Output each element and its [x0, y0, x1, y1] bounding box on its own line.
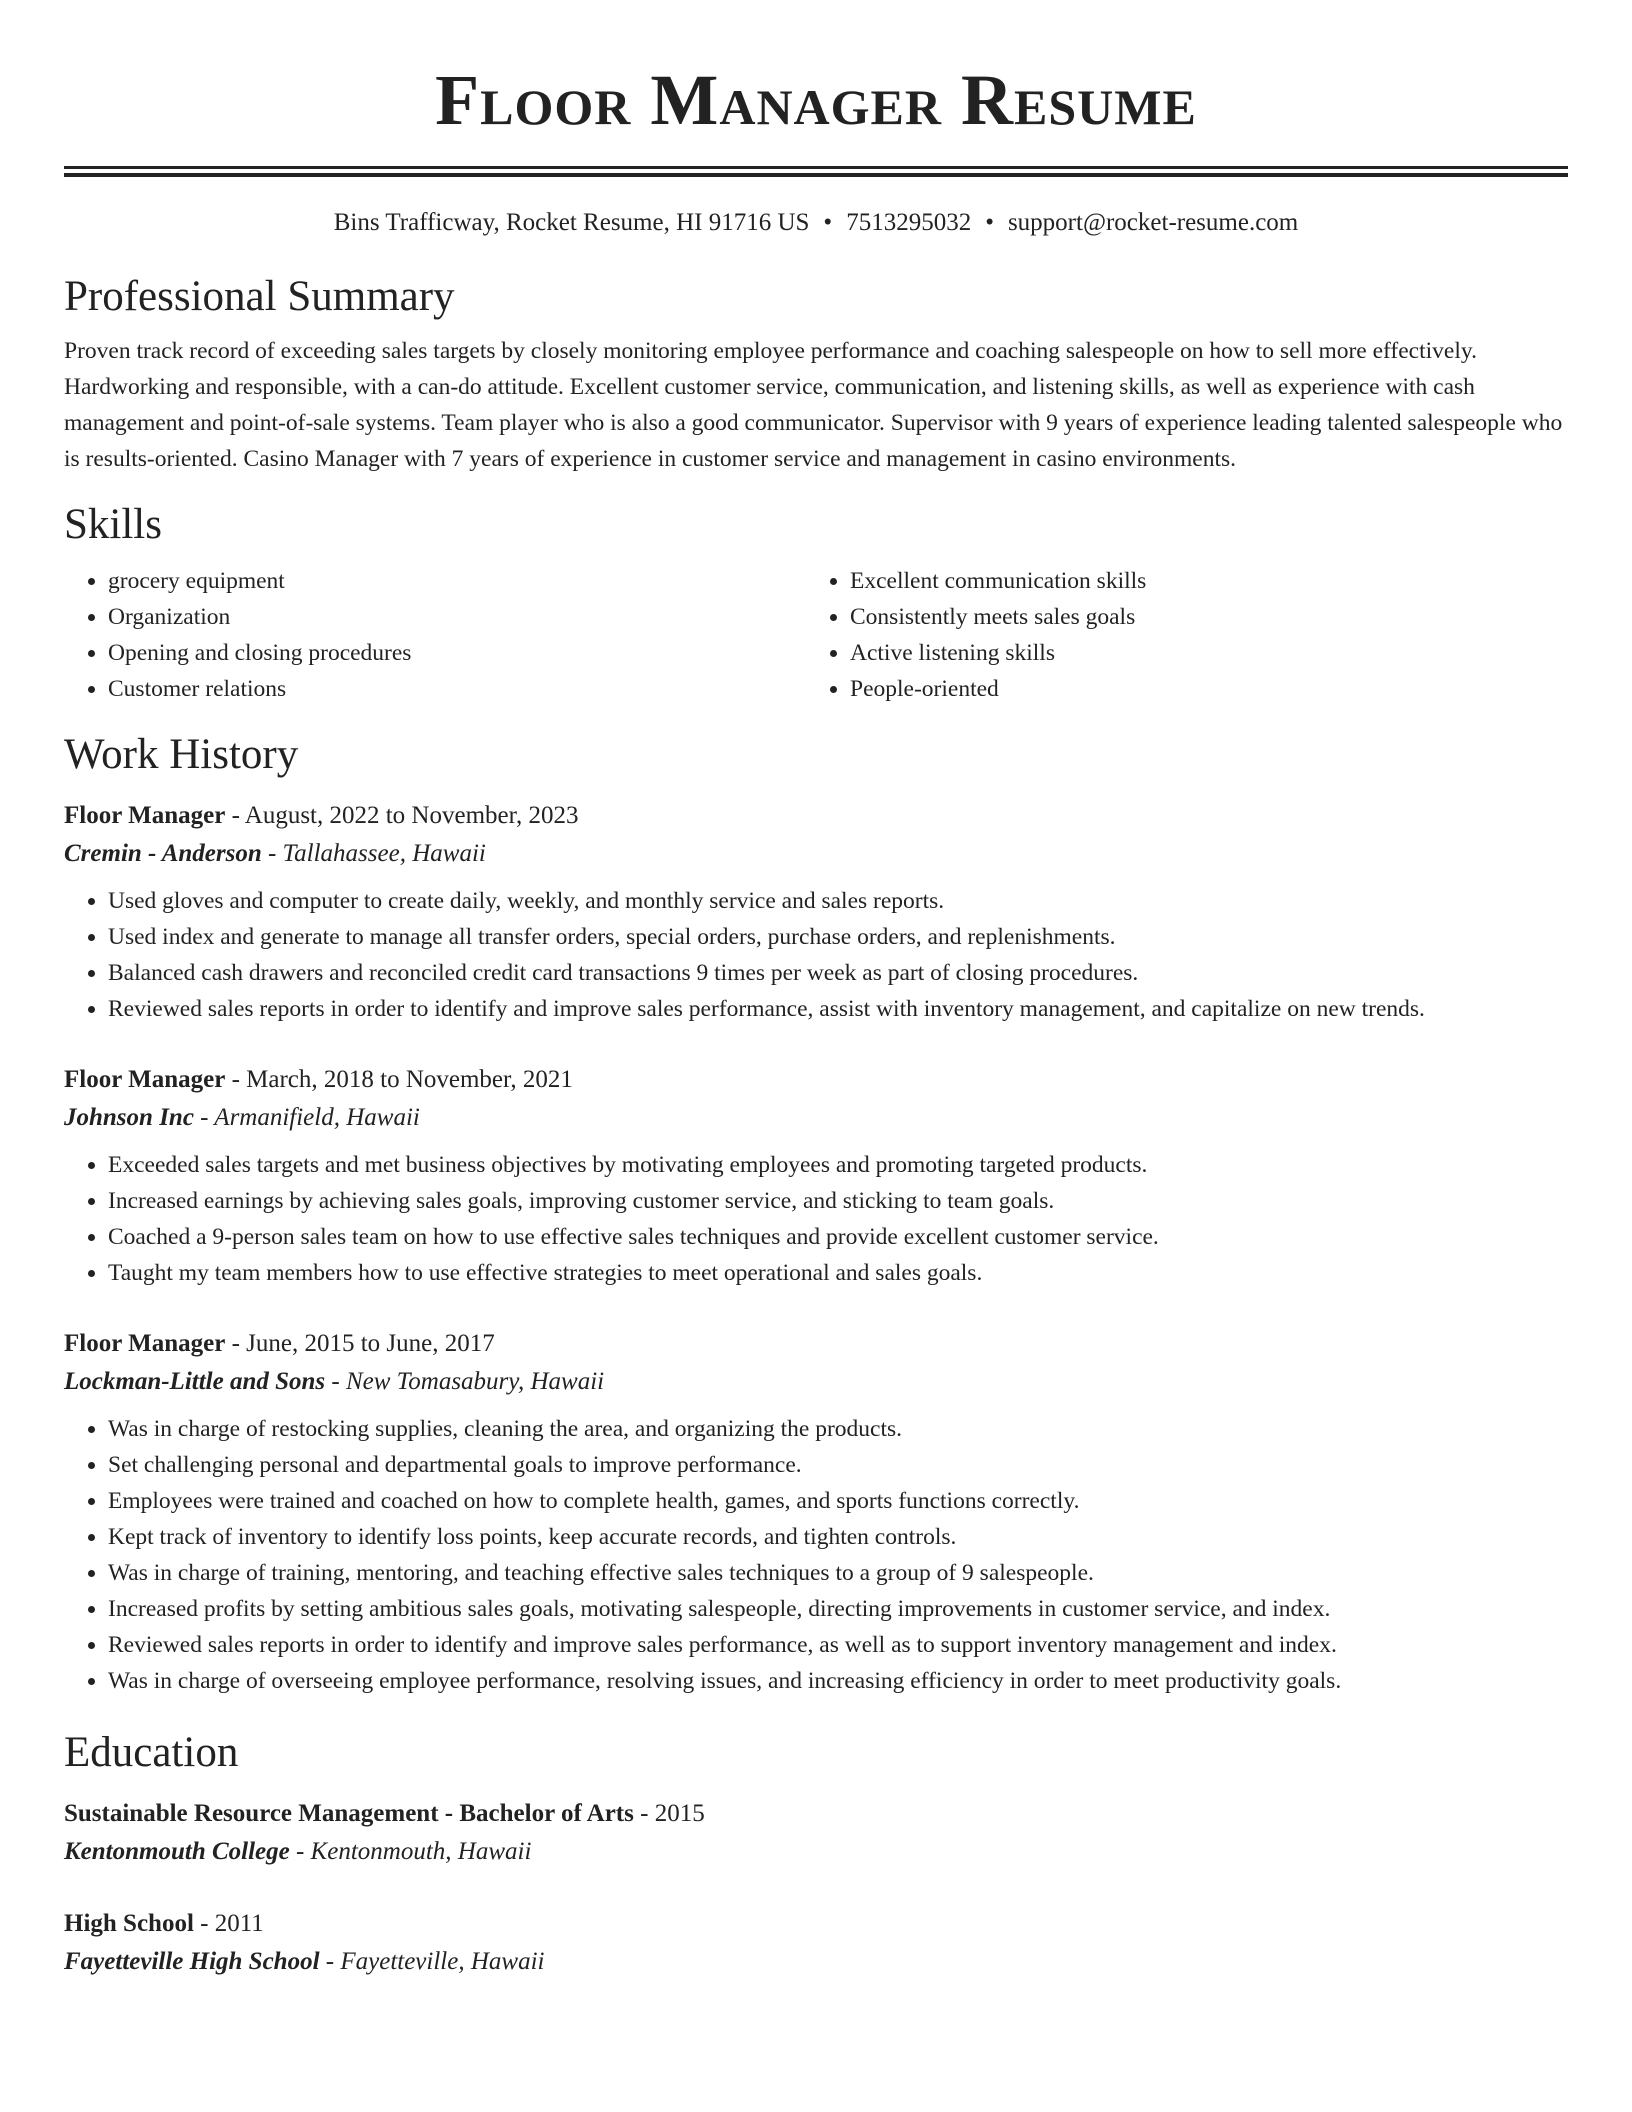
job-title-line: [64, 1325, 1568, 1363]
job-company: Lockman-Little and Sons: [64, 1368, 326, 1395]
skill-item: • Customer relations: [108, 671, 806, 707]
job-title: Floor Manager: [64, 802, 226, 829]
job-duty: • Set challenging personal and departmental goals to improve performance.: [108, 1447, 1568, 1483]
skill-item: • Active listening skills: [850, 635, 1568, 671]
resume-title: Floor Manager Resume: [435, 60, 1197, 140]
job-duty: • Was in charge of training, mentoring, and teaching effective sales techniques to a group of 9 salespeople.: [108, 1555, 1568, 1591]
job-duty: • Increased profits by setting ambitious sales goals, motivating salespeople, directing improvements in customer service, and index.: [108, 1591, 1568, 1627]
job-duty: • Employees were trained and coached on how to complete health, games, and sports functions correctly.: [108, 1483, 1568, 1519]
title-divider: [64, 166, 1568, 177]
job-duty: • Exceeded sales targets and met business objectives by motivating employees and promoting targeted products.: [108, 1147, 1568, 1183]
job-duties: [64, 1147, 1568, 1291]
job-duty: • Reviewed sales reports in order to identify and improve sales performance, assist with inventory management, and capitalize on new trends.: [108, 991, 1568, 1027]
skill-item: • Opening and closing procedures: [108, 635, 806, 671]
job-entry: [64, 1325, 1568, 1699]
section-title-education: Education: [64, 1729, 239, 1776]
skill-item: • Excellent communication skills: [850, 563, 1568, 599]
job-duty: • Used gloves and computer to create daily, weekly, and monthly service and sales reports.: [108, 883, 1568, 919]
job-company-line: [64, 1099, 1568, 1137]
skill-item: • Organization: [108, 599, 806, 635]
job-title: Floor Manager: [64, 1066, 226, 1093]
education-school: Kentonmouth College: [64, 1838, 290, 1865]
education-entry: [64, 1905, 1568, 1981]
job-duty: • Was in charge of restocking supplies, cleaning the area, and organizing the products.: [108, 1411, 1568, 1447]
job-company: Johnson Inc: [64, 1104, 194, 1131]
education-location: - Kentonmouth, Hawaii: [289, 1838, 532, 1865]
job-duty: • Increased earnings by achieving sales goals, improving customer service, and sticking to team goals.: [108, 1183, 1568, 1219]
education-school-line: [64, 1833, 1568, 1871]
skills-list: [64, 563, 1568, 707]
job-location: - New Tomasabury, Hawaii: [325, 1368, 605, 1395]
job-duty: • Was in charge of overseeing employee performance, resolving issues, and increasing efficiency in order to meet productivity goals.: [108, 1663, 1568, 1699]
education-degree-line: [64, 1905, 1568, 1943]
job-duty: • Taught my team members how to use effective strategies to meet operational and sales goals.: [108, 1255, 1568, 1291]
education-year: - 2015: [633, 1800, 705, 1827]
job-duties: [64, 1411, 1568, 1699]
job-title-line: [64, 797, 1568, 835]
job-location: - Armanifield, Hawaii: [193, 1104, 420, 1131]
skills-column-right: [806, 563, 1568, 707]
job-company: Cremin - Anderson: [64, 840, 262, 867]
job-dates: - March, 2018 to November, 2021: [225, 1066, 573, 1093]
skill-item: • Consistently meets sales goals: [850, 599, 1568, 635]
contact-separator: •: [823, 209, 833, 236]
job-title: Floor Manager: [64, 1330, 226, 1357]
education-school-line: [64, 1943, 1568, 1981]
job-duty: • Balanced cash drawers and reconciled credit card transactions 9 times per week as part of closing procedures.: [108, 955, 1568, 991]
job-duty: • Coached a 9-person sales team on how to use effective sales techniques and provide excellent customer service.: [108, 1219, 1568, 1255]
contact-line: [64, 207, 1568, 239]
summary-text: Proven track record of exceeding sales targets by closely monitoring employee performance and coaching salespeople on how to sell more effectively. Hardworking and responsible, with a can-do attitude. Excellent customer service, communication, and listening skills, as well as experience with cash management and point-of-sale systems. Team player who is also a good communicator. Supervisor with 9 years of experience leading talented salespeople who is results-oriented. Casino Manager with 7 years of experience in customer service and management in casino environments.: [64, 338, 1563, 472]
job-dates: - August, 2022 to November, 2023: [225, 802, 579, 829]
section-title-summary: Professional Summary: [64, 273, 455, 320]
job-duties: [64, 883, 1568, 1027]
contact-address: Bins Trafficway, Rocket Resume, HI 91716 US: [333, 209, 810, 236]
job-duty: • Used index and generate to manage all transfer orders, special orders, purchase orders, and replenishments.: [108, 919, 1568, 955]
section-title-skills: Skills: [64, 501, 162, 548]
job-title-line: [64, 1061, 1568, 1099]
skill-item: • People-oriented: [850, 671, 1568, 707]
job-dates: - June, 2015 to June, 2017: [225, 1330, 495, 1357]
education-degree: High School: [64, 1910, 194, 1937]
education-degree-line: [64, 1795, 1568, 1833]
education-school: Fayetteville High School: [64, 1948, 320, 1975]
job-duty: • Reviewed sales reports in order to identify and improve sales performance, as well as to support inventory management and index.: [108, 1627, 1568, 1663]
job-location: - Tallahassee, Hawaii: [261, 840, 486, 867]
education-degree: Sustainable Resource Management - Bachelor of Arts: [64, 1800, 634, 1827]
skills-column-left: [64, 563, 806, 707]
education-year: - 2011: [193, 1910, 264, 1937]
skill-item: • grocery equipment: [108, 563, 806, 599]
education-entry: [64, 1795, 1568, 1871]
education-location: - Fayetteville, Hawaii: [319, 1948, 545, 1975]
job-company-line: [64, 835, 1568, 873]
contact-separator: •: [985, 209, 994, 236]
job-duty: • Kept track of inventory to identify loss points, keep accurate records, and tighten controls.: [108, 1519, 1568, 1555]
contact-phone: 7513295032: [846, 209, 972, 236]
section-title-work-history: Work History: [64, 731, 299, 778]
job-entry: [64, 1061, 1568, 1291]
job-entry: [64, 797, 1568, 1027]
contact-email: support@rocket-resume.com: [1007, 209, 1299, 236]
job-company-line: [64, 1363, 1568, 1401]
